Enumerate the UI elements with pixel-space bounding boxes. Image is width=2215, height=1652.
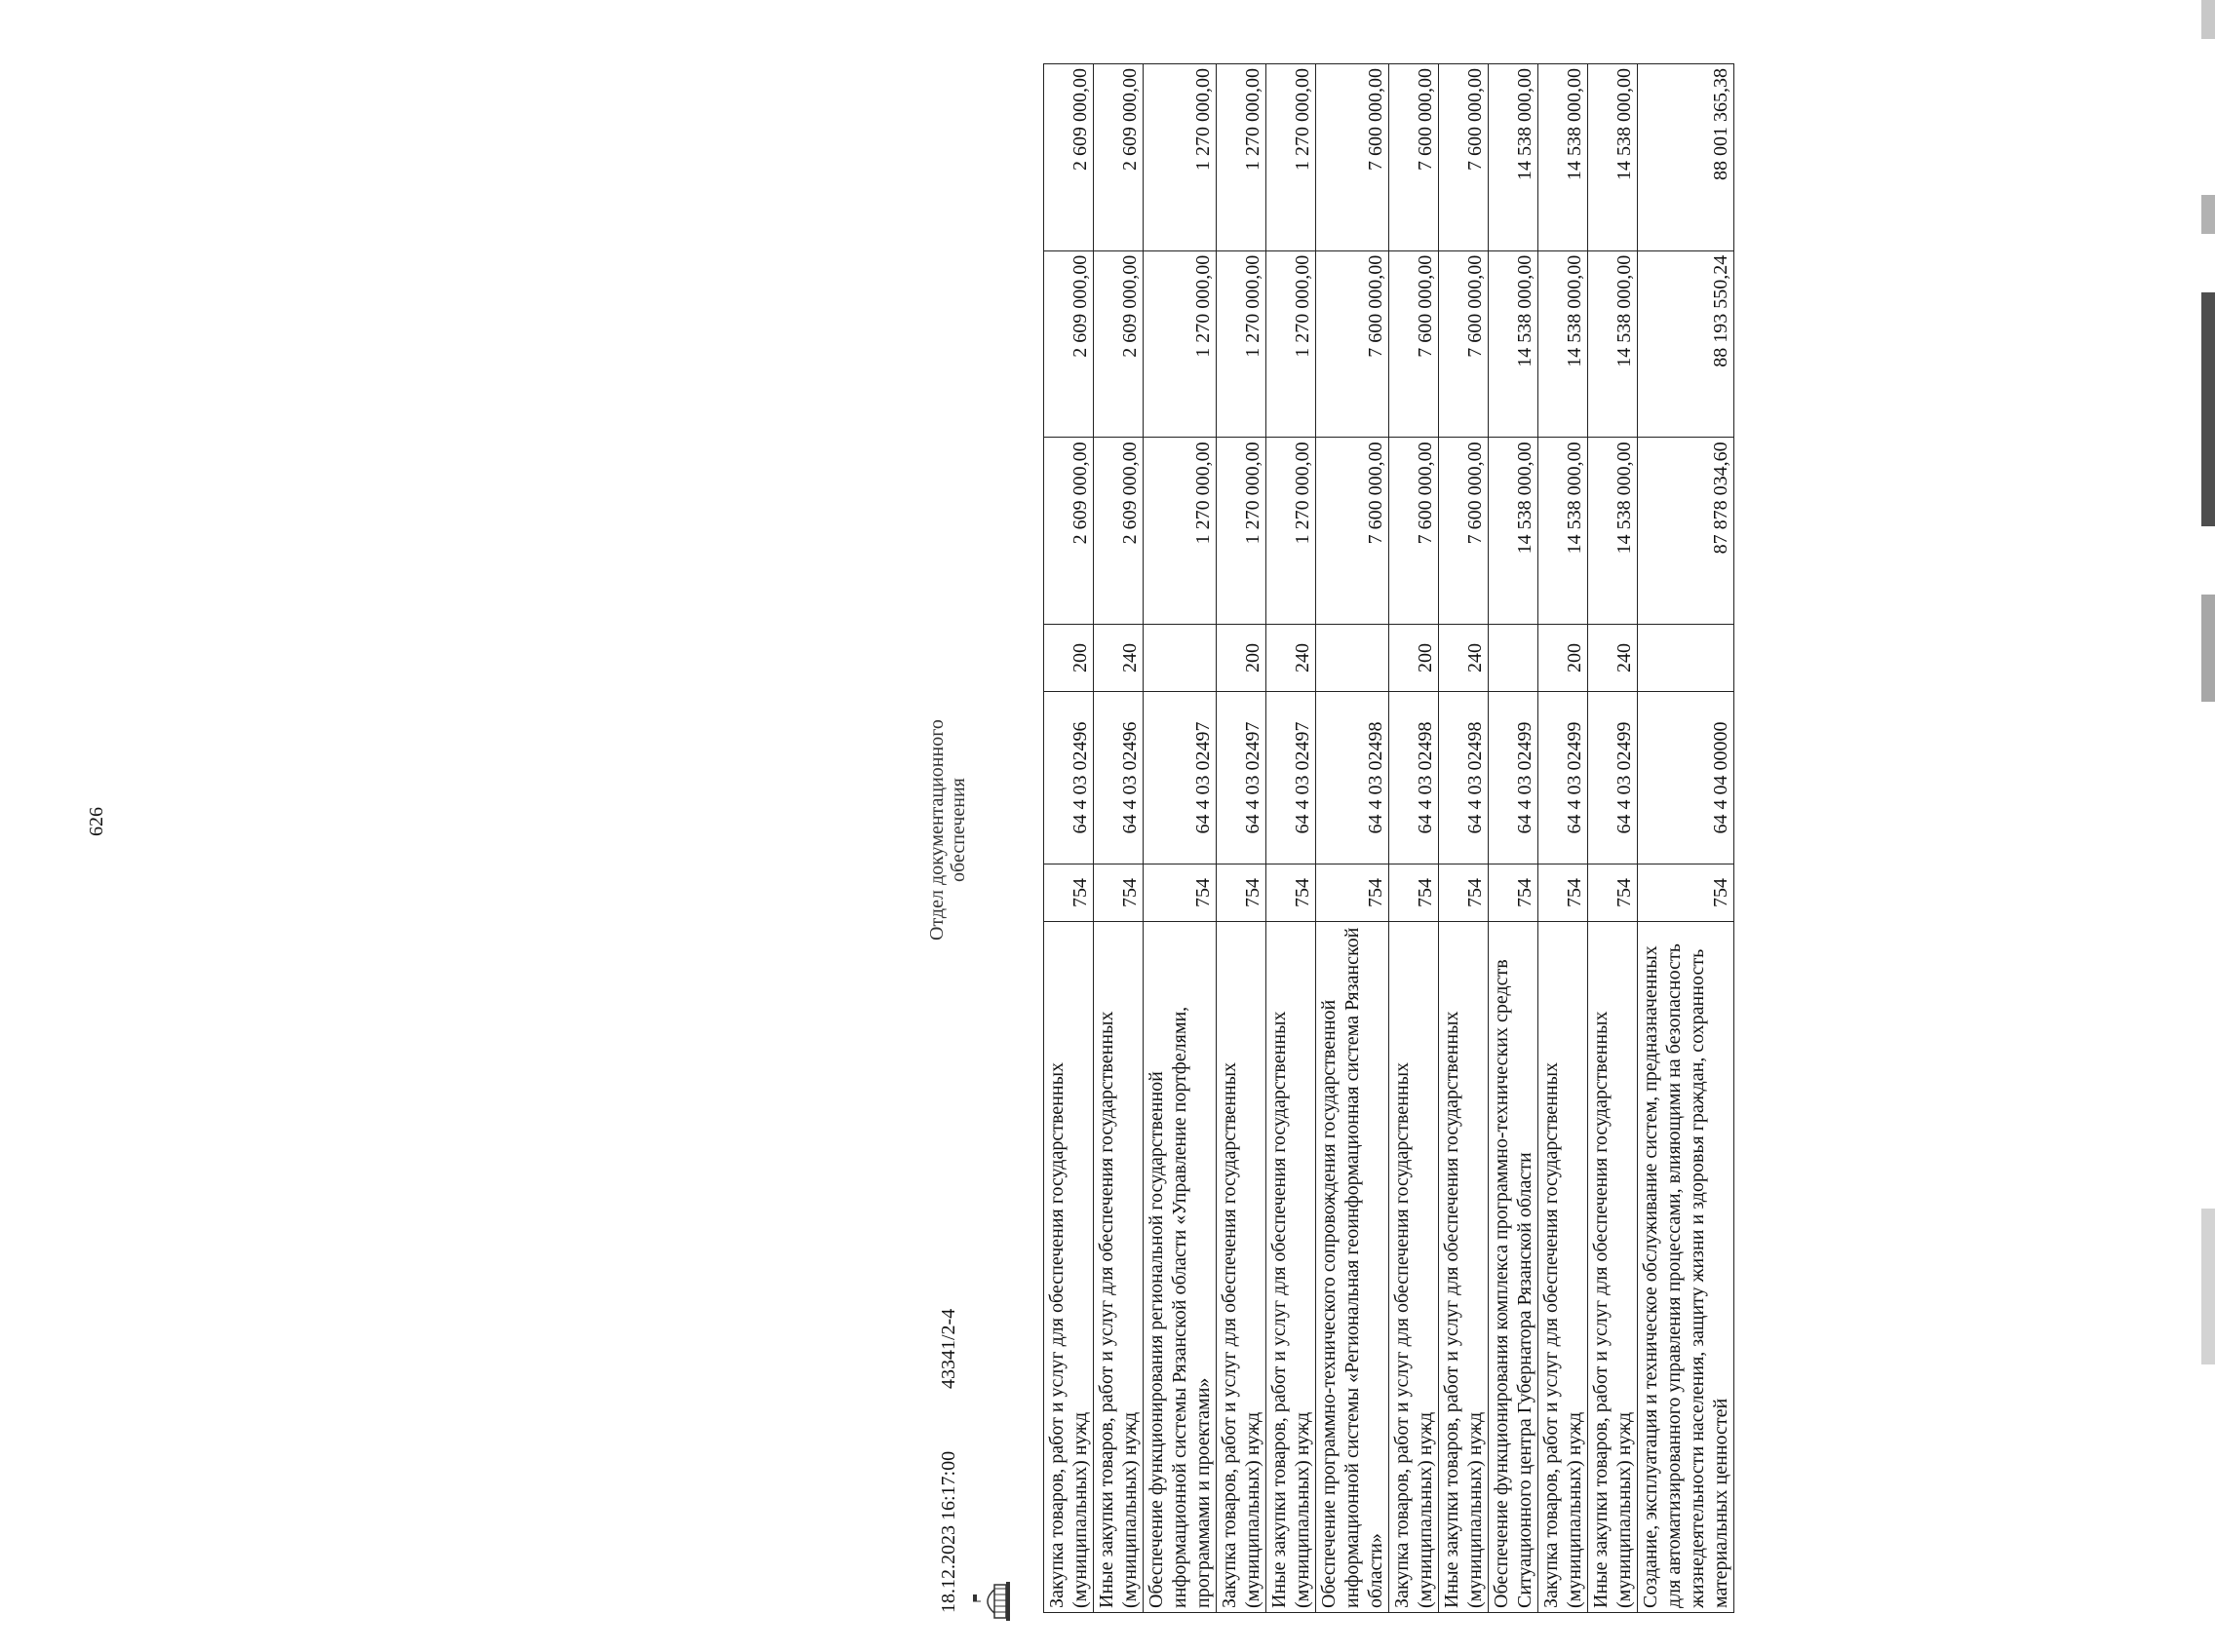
row-name-cell: Закупка товаров, работ и услуг для обеспечения государственных (муниципальных) нужд bbox=[1389, 922, 1439, 1613]
row-amount-cell: 2 609 000,00 bbox=[1044, 250, 1094, 438]
row-code-cell: 200 bbox=[1217, 625, 1266, 692]
row-name-cell: Обеспечение программно-технического сопровождения государственной информационной системы «Региональная геоинформационная система Рязанской области» bbox=[1316, 922, 1389, 1613]
row-code-cell: 754 bbox=[1389, 864, 1439, 922]
row-code-cell: 64 4 03 02498 bbox=[1389, 692, 1439, 864]
row-amount-cell: 7 600 000,00 bbox=[1316, 438, 1389, 625]
row-amount-cell: 1 270 000,00 bbox=[1266, 438, 1316, 625]
row-amount-cell: 7 600 000,00 bbox=[1316, 64, 1389, 251]
row-code-cell: 754 bbox=[1217, 864, 1266, 922]
row-code-cell: 754 bbox=[1588, 864, 1638, 922]
row-code-cell: 64 4 03 02499 bbox=[1588, 692, 1638, 864]
row-code-cell: 754 bbox=[1316, 864, 1389, 922]
row-amount-cell: 7 600 000,00 bbox=[1439, 64, 1489, 251]
row-amount-cell: 14 538 000,00 bbox=[1489, 438, 1538, 625]
row-name-cell: Закупка товаров, работ и услуг для обеспечения государственных (муниципальных) нужд bbox=[1538, 922, 1588, 1613]
rotated-table-container bbox=[1043, 63, 1940, 1613]
row-amount-cell: 1 270 000,00 bbox=[1144, 438, 1217, 625]
footer-dept-line1: Отдел документационного bbox=[926, 719, 948, 941]
duma-building-icon bbox=[985, 1579, 1014, 1624]
row-amount-cell: 7 600 000,00 bbox=[1316, 250, 1389, 438]
table-row bbox=[1538, 64, 1588, 1613]
row-code-cell: 64 4 03 02498 bbox=[1316, 692, 1389, 864]
row-name-cell: Закупка товаров, работ и услуг для обеспечения государственных (муниципальных) нужд bbox=[1044, 922, 1094, 1613]
row-amount-cell: 1 270 000,00 bbox=[1217, 438, 1266, 625]
row-name-cell: Обеспечение функционирования комплекса программно-технических средств Ситуационного центра Губернатора Рязанской области bbox=[1489, 922, 1538, 1613]
row-code-cell: 240 bbox=[1439, 625, 1489, 692]
row-amount-cell: 14 538 000,00 bbox=[1538, 438, 1588, 625]
row-amount-cell: 2 609 000,00 bbox=[1094, 250, 1144, 438]
row-amount-cell: 2 609 000,00 bbox=[1044, 438, 1094, 625]
row-name-cell: Иные закупки товаров, работ и услуг для обеспечения государственных (муниципальных) нужд bbox=[1588, 922, 1638, 1613]
page-number: 626 bbox=[86, 807, 107, 836]
row-code-cell: 200 bbox=[1538, 625, 1588, 692]
row-code-cell: 754 bbox=[1144, 864, 1217, 922]
row-code-cell: 64 4 03 02497 bbox=[1217, 692, 1266, 864]
row-code-cell bbox=[1489, 625, 1538, 692]
row-code-cell: 754 bbox=[1266, 864, 1316, 922]
row-code-cell: 240 bbox=[1094, 625, 1144, 692]
row-code-cell: 240 bbox=[1266, 625, 1316, 692]
row-code-cell: 754 bbox=[1638, 864, 1734, 922]
row-code-cell: 754 bbox=[1489, 864, 1538, 922]
row-code-cell: 64 4 03 02499 bbox=[1489, 692, 1538, 864]
row-amount-cell: 1 270 000,00 bbox=[1144, 64, 1217, 251]
table-row bbox=[1638, 64, 1734, 1613]
row-code-cell: 64 4 03 02498 bbox=[1439, 692, 1489, 864]
row-code-cell bbox=[1638, 625, 1734, 692]
footer bbox=[926, 638, 985, 1613]
row-amount-cell: 14 538 000,00 bbox=[1588, 64, 1638, 251]
row-code-cell: 64 4 03 02496 bbox=[1094, 692, 1144, 864]
row-code-cell: 754 bbox=[1439, 864, 1489, 922]
row-code-cell: 64 4 03 02497 bbox=[1144, 692, 1217, 864]
row-name-cell: Иные закупки товаров, работ и услуг для обеспечения государственных (муниципальных) нужд bbox=[1094, 922, 1144, 1613]
row-amount-cell: 14 538 000,00 bbox=[1588, 438, 1638, 625]
row-amount-cell: 14 538 000,00 bbox=[1538, 250, 1588, 438]
row-amount-cell: 1 270 000,00 bbox=[1266, 250, 1316, 438]
table-row bbox=[1588, 64, 1638, 1613]
row-code-cell: 64 4 03 02496 bbox=[1044, 692, 1094, 864]
row-code-cell: 64 4 03 02499 bbox=[1538, 692, 1588, 864]
row-name-cell: Обеспечение функционирования региональной государственной информационной системы Рязанской области «Управление портфелями, программами и проектами» bbox=[1144, 922, 1217, 1613]
row-code-cell: 754 bbox=[1538, 864, 1588, 922]
scan-edge-artifact bbox=[1063, 0, 1170, 1652]
row-amount-cell: 14 538 000,00 bbox=[1489, 64, 1538, 251]
row-amount-cell: 7 600 000,00 bbox=[1439, 438, 1489, 625]
row-amount-cell: 7 600 000,00 bbox=[1389, 438, 1439, 625]
row-amount-cell: 1 270 000,00 bbox=[1217, 64, 1266, 251]
table-row bbox=[1217, 64, 1266, 1613]
row-code-cell: 754 bbox=[1044, 864, 1094, 922]
row-name-cell: Иные закупки товаров, работ и услуг для обеспечения государственных (муниципальных) нужд bbox=[1266, 922, 1316, 1613]
row-amount-cell: 87 878 034,60 bbox=[1638, 438, 1734, 625]
row-amount-cell: 2 609 000,00 bbox=[1094, 438, 1144, 625]
row-code-cell bbox=[1316, 625, 1389, 692]
footer-doc-number: 43341/2-4 bbox=[938, 1308, 959, 1389]
row-amount-cell: 7 600 000,00 bbox=[1389, 250, 1439, 438]
table-row bbox=[1389, 64, 1439, 1613]
row-name-cell: Иные закупки товаров, работ и услуг для обеспечения государственных (муниципальных) нужд bbox=[1439, 922, 1489, 1613]
row-amount-cell: 88 193 550,24 bbox=[1638, 250, 1734, 438]
row-amount-cell: 7 600 000,00 bbox=[1389, 64, 1439, 251]
row-name-cell: Закупка товаров, работ и услуг для обеспечения государственных (муниципальных) нужд bbox=[1217, 922, 1266, 1613]
row-code-cell: 200 bbox=[1389, 625, 1439, 692]
row-amount-cell: 1 270 000,00 bbox=[1144, 250, 1217, 438]
footer-department bbox=[926, 719, 969, 941]
row-amount-cell: 88 001 365,38 bbox=[1638, 64, 1734, 251]
row-amount-cell: 2 609 000,00 bbox=[1094, 64, 1144, 251]
row-code-cell: 754 bbox=[1094, 864, 1144, 922]
table-row bbox=[1489, 64, 1538, 1613]
row-amount-cell: 14 538 000,00 bbox=[1538, 64, 1588, 251]
row-amount-cell: 7 600 000,00 bbox=[1439, 250, 1489, 438]
row-amount-cell: 2 609 000,00 bbox=[1044, 64, 1094, 251]
table-row bbox=[1439, 64, 1489, 1613]
row-name-cell: Создание, эксплуатация и техническое обслуживание систем, предназначенных для автоматизированного управления процессами, влияющими на безопасность жизнедеятельности населения, защиту жизни и здоровья граждан, сохранность материальных ценностей bbox=[1638, 922, 1734, 1613]
table-row bbox=[1266, 64, 1316, 1613]
row-code-cell: 64 4 04 00000 bbox=[1638, 692, 1734, 864]
footer-dept-line2: обеспечения bbox=[948, 778, 969, 882]
row-amount-cell: 1 270 000,00 bbox=[1217, 250, 1266, 438]
row-amount-cell: 14 538 000,00 bbox=[1489, 250, 1538, 438]
row-code-cell: 200 bbox=[1044, 625, 1094, 692]
row-amount-cell: 1 270 000,00 bbox=[1266, 64, 1316, 251]
footer-date: 18.12.2023 16:17:00 bbox=[938, 1450, 959, 1613]
row-code-cell: 240 bbox=[1588, 625, 1638, 692]
table-row bbox=[1316, 64, 1389, 1613]
row-code-cell: 64 4 03 02497 bbox=[1266, 692, 1316, 864]
row-amount-cell: 14 538 000,00 bbox=[1588, 250, 1638, 438]
